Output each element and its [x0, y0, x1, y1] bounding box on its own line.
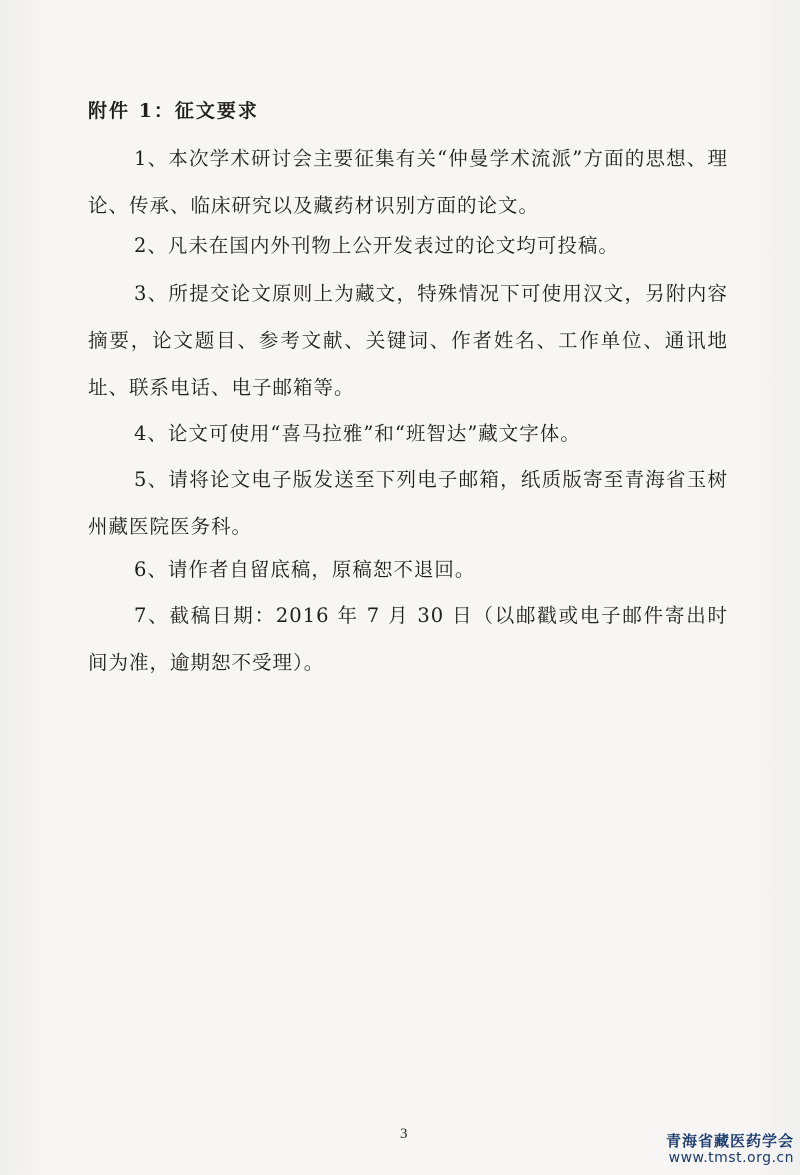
site-watermark: [666, 1133, 794, 1167]
paragraph-4: 4、论文可使用“喜马拉雅”和“班智达”藏文字体。: [134, 422, 581, 445]
document-title: 附件 1：征文要求: [88, 100, 259, 122]
paragraph-3: 3、所提交论文原则上为藏文，特殊情况下可使用汉文，另附内容摘要，论文题目、参考文献、关键词、作者姓名、工作单位、通讯地址、联系电话、电子邮箱等。: [88, 282, 728, 399]
page-number: 3: [400, 1126, 408, 1142]
watermark-name: 青海省藏医药学会: [665, 1132, 794, 1150]
paragraph-1: 1、本次学术研讨会主要征集有关“仲曼学术流派”方面的思想、理论、传承、临床研究以及藏药材识别方面的论文。: [88, 147, 728, 217]
paragraph-2: 2、凡未在国内外刊物上公开发表过的论文均可投稿。: [134, 234, 619, 257]
watermark-url: www.tmst.org.cn: [668, 1150, 794, 1166]
paragraph-5: 5、请将论文电子版发送至下列电子邮箱，纸质版寄至青海省玉树州藏医院医务科。: [88, 468, 728, 538]
paragraph-6: 6、请作者自留底稿，原稿恕不退回。: [134, 558, 476, 581]
paragraph-7: 7、截稿日期：2016 年 7 月 30 日（以邮戳或电子邮件寄出时间为准，逾期恕不受理）。: [88, 604, 728, 674]
